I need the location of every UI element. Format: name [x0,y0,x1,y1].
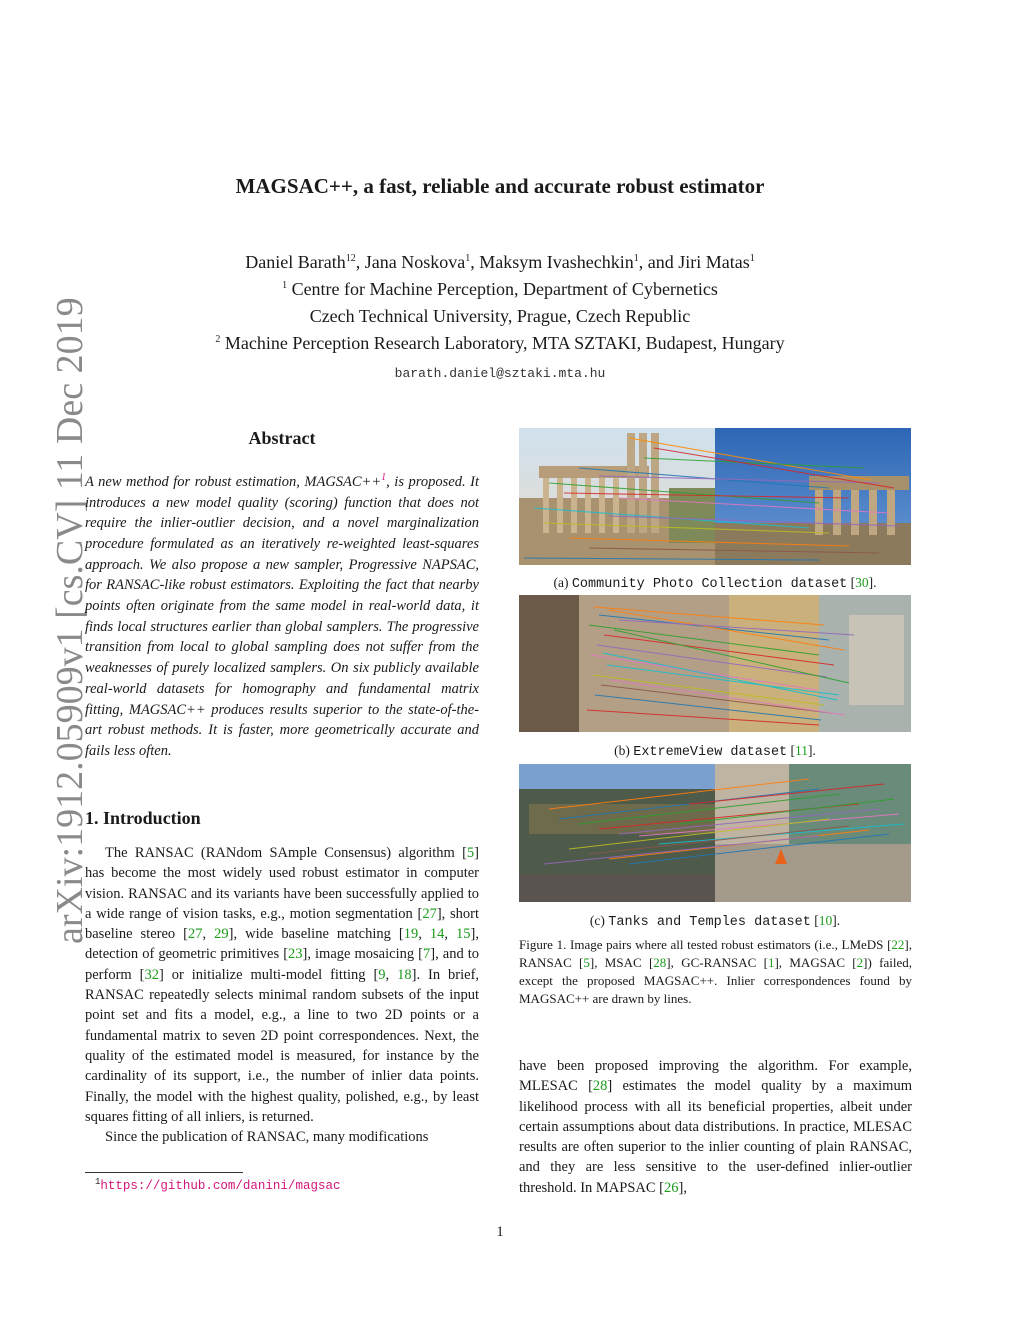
figure-1a-image [519,428,911,565]
citation-link[interactable]: 14 [429,926,445,943]
text-run: ], MAGSAC [ [774,955,857,970]
citation-link[interactable]: 5 [583,955,590,970]
affiliation-text: Centre for Machine Perception, Department of Cybernetics [291,279,718,299]
abstract-text-part: , is proposed. It introduces a new model quality (scoring) function that does not require the inlier-outlier decision, and a novel marginalization procedure formulated as an iteratively re-weighted least-squares approach. We also propose a new sampler, Progressive NAPSAC, for RANSAC-like robust estimators. Exploiting the fact that nearby points often originate from the same model in real-world data, it finds local structures earlier than global samplers. The progressive transition from local to global sampling does not suffer from the weaknesses of purely localized samplers. On six publicly available real-world datasets for homography and fundamental matrix fitting, MAGSAC++ produces results superior to the state-of-the-art robust methods. It is faster, more geometrically accurate and fails less often. [85,473,479,759]
page-number: 1 [496,1224,504,1240]
citation-link[interactable]: 10 [818,913,833,928]
abstract-heading: Abstract [248,428,316,448]
text-run: , [385,966,398,983]
text-run: have been proposed improving the algorithm. For example, MLESAC [ [519,1058,912,1095]
text-run: ], wide baseline matching [ [228,926,404,943]
bracket: ]. [832,913,841,928]
citation-link[interactable]: 2 [856,955,864,970]
text-run: ], and to perform [ [85,946,480,983]
author-affiliation-mark: 1 [749,253,755,264]
citation-link[interactable]: 28 [592,1078,608,1095]
intro-paragraph [85,843,479,1127]
footnote-divider [85,1172,243,1173]
text-run: Figure 1. Image pairs where all tested robust estimators (i.e., LMeDS [ [519,937,892,952]
citation-link[interactable]: 19 [403,926,419,943]
text-run: , [202,926,215,943]
author-email[interactable]: barath.daniel@sztaki.mta.hu [394,366,606,381]
author-name: Jiri Matas [678,252,750,272]
citation-link[interactable]: 5 [466,845,475,861]
footnote-number: 1 [95,1177,101,1187]
text-run: ] estimates the model quality by a maximum likelihood process with all its beneficial properties, albeit under certain assumptions about data distributions. In practice, MLESAC results are often superior to the inlier counting of plain RANSAC, and they are less sensitive to the user-defined inlier-outlier threshold. In MAPSAC [ [519,1078,912,1196]
author-list [0,252,1000,273]
bracket: [ [847,575,856,590]
text-run: , [444,926,457,943]
author-affiliation-mark: 1 [465,253,471,264]
author-name: Jana Noskova [364,252,466,272]
text-run: ] or initialize multi-model fitting [ [158,966,379,983]
affiliation-mark: 2 [215,334,221,345]
subcaption-label: (b) [614,743,634,758]
figure-1c-image [519,764,911,902]
author-name: Maksym Ivashechkin [479,252,634,272]
dataset-name: ExtremeView dataset [633,745,788,760]
affiliation-2 [0,333,1000,354]
text-run: ], short baseline stereo [ [85,905,479,943]
affiliation-mark: 1 [282,280,288,291]
text-run: ], MSAC [ [589,955,654,970]
bracket: [ [787,743,796,758]
footnote [95,1177,340,1193]
text-run: The RANSAC (RANdom SAmple Consensus) algorithm [ [105,845,467,861]
dataset-name: Community Photo Collection dataset [571,577,848,592]
footnote-mark[interactable]: 1 [381,472,387,483]
citation-link[interactable]: 11 [795,743,809,758]
citation-link[interactable]: 28 [653,955,667,970]
subcaption-label: (c) [589,913,609,928]
citation-link[interactable]: 27 [422,905,437,922]
abstract-text-part: A new method for robust estimation, MAGSAC++ [85,473,382,490]
image-pair-forum [519,428,911,565]
image-pair-locomotive [519,764,911,902]
separator: , and [638,252,679,272]
citation-link[interactable]: 9 [378,966,386,983]
figure-1b-image [519,595,911,732]
affiliation-text: Machine Perception Research Laboratory, MTA SZTAKI, Budapest, Hungary [224,333,785,353]
affiliation-1-line-2: Czech Technical University, Prague, Czech Republic [309,306,691,326]
citation-link[interactable]: 1 [767,955,775,970]
author-name: Daniel Barath [245,252,346,272]
figure-1a-caption [519,575,911,592]
separator: , [355,252,365,272]
citation-link[interactable]: 27 [188,926,203,943]
abstract-text [85,468,479,762]
bracket: ]. [808,743,816,758]
figure-1b-caption [519,743,911,760]
text-run: ] has become the most widely used robust estimator in computer vision. RANSAC and its variants have been successfully applied to a wide range of vision tasks, e.g., motion segmentation [ [85,845,479,922]
citation-link[interactable]: 7 [423,946,431,963]
bracket: ]. [868,575,877,590]
text-run: ]. In brief, RANSAC repeatedly selects minimal random subsets of the input point set and fits a model, e.g., a line to two 2D points or a fundamental matrix to seven 2D point correspondences. Next, the quality of the estimated model is measured, for instance by the cardinality of its support, i.e., the number of inlier data points. Finally, the model with the highest quality, polished, e.g., by least squares fitting of all inliers, is returned. [85,966,480,1125]
citation-link[interactable]: 22 [891,937,905,952]
citation-link[interactable]: 23 [288,946,303,963]
image-pair-extremeview [519,595,911,732]
citation-link[interactable]: 15 [456,926,471,943]
subcaption-label: (a) [553,575,572,590]
citation-link[interactable]: 32 [144,966,159,983]
text-run: ], GC-RANSAC [ [666,955,768,970]
citation-link[interactable]: 29 [214,926,229,943]
introduction-body [85,843,479,1147]
arxiv-identifier: arXiv:1912.05909v1 [cs.CV] 11 Dec 2019 [49,297,91,944]
citation-link[interactable]: 30 [855,575,869,590]
text-run: ], image mosaicing [ [302,946,423,963]
intro-paragraph: Since the publication of RANSAC, many modifications [105,1129,429,1146]
section-heading-introduction: 1. Introduction [85,808,201,828]
separator: , [470,252,480,272]
figure-1-caption [519,936,912,1008]
dataset-name: Tanks and Temples dataset [608,915,811,930]
affiliation-1 [0,279,1000,300]
bracket: [ [810,913,819,928]
author-affiliation-mark: 12 [345,253,356,264]
text-run: ], [678,1179,687,1196]
paper-title: MAGSAC++, a fast, reliable and accurate robust estimator [235,174,765,198]
right-column-text [519,1056,912,1198]
text-run: ]) failed, except the proposed MAGSAC++. Inlier correspondences found by MAGSAC++ are drawn by lines. [519,955,912,1006]
footnote-link[interactable]: https://github.com/danini/magsac [100,1179,341,1194]
text-run: ], RANSAC [ [519,937,912,970]
text-run: , [418,926,430,943]
citation-link[interactable]: 18 [397,966,412,983]
citation-link[interactable]: 26 [664,1179,679,1196]
figure-1c-caption [519,913,911,930]
text-run: ], detection of geometric primitives [ [85,926,479,963]
author-affiliation-mark: 1 [633,253,639,264]
